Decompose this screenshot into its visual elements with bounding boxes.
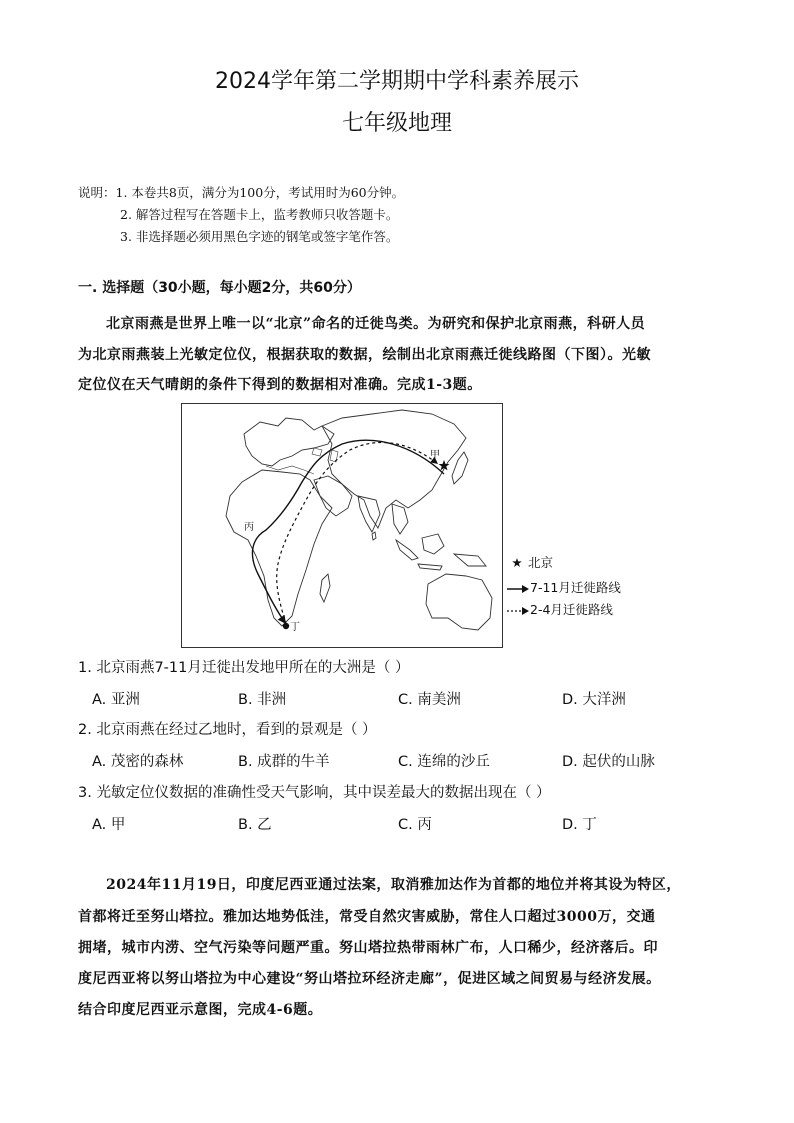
- passage-2-line-4: 度尼西亚将以努山塔拉为中心建设“努山塔拉环经济走廊”，促进区域之间贸易与经济发展。: [78, 971, 661, 987]
- question-1-option-a[interactable]: A. 亚洲: [92, 692, 140, 708]
- section-heading: 一. 选择题（30小题，每小题2分，共60分）: [78, 280, 361, 296]
- question-1-stem: 1. 北京雨燕7-11月迁徙出发地甲所在的大洲是（ ）: [78, 660, 410, 676]
- java-outline: [418, 564, 442, 570]
- question-2-stem: 2. 北京雨燕在经过乙地时，看到的景观是（ ）: [78, 722, 377, 738]
- legend-beijing-label: 北京: [528, 555, 554, 570]
- migration-map: [181, 403, 503, 648]
- question-2-option-a[interactable]: A. 茂密的森林: [92, 754, 184, 770]
- world-map-drawing: [182, 404, 502, 647]
- legend-beijing: [506, 553, 553, 571]
- question-1-option-b[interactable]: B. 非洲: [238, 692, 287, 708]
- dashed-arrow-icon: [506, 606, 530, 616]
- instruction-line-3: 3. 非选择题必须用黑色字迹的钢笔或签字笔作答。: [120, 229, 399, 244]
- solid-arrow-icon: [506, 584, 530, 594]
- sumatra-outline: [396, 540, 418, 560]
- question-3-stem: 3. 光敏定位仪数据的准确性受天气影响，其中误差最大的数据出现在（ ）: [78, 785, 551, 801]
- instruction-line-2: 2. 解答过程写在答题卡上，监考教师只收答题卡。: [120, 207, 399, 222]
- europe-outline: [244, 418, 334, 466]
- newguinea-outline: [454, 554, 486, 566]
- passage-1-line-1: 北京雨燕是世界上唯一以“北京”命名的迁徙鸟类。为研究和保护北京雨燕，科研人员: [106, 316, 646, 332]
- question-3-option-a[interactable]: A. 甲: [92, 817, 126, 833]
- srilanka-outline: [372, 532, 376, 540]
- legend-route-spring-label: 2-4月迁徙路线: [530, 602, 613, 617]
- question-1-option-d[interactable]: D. 大洋洲: [562, 692, 626, 708]
- legend-route-autumn-label: 7-11月迁徙路线: [530, 580, 621, 595]
- exam-subtitle: 七年级地理: [341, 111, 452, 136]
- star-icon: ★: [511, 555, 523, 570]
- question-3-option-b[interactable]: B. 乙: [238, 817, 272, 833]
- question-2-option-b[interactable]: B. 成群的牛羊: [238, 754, 330, 770]
- route-spring-line: [277, 442, 438, 624]
- question-1-option-c[interactable]: C. 南美洲: [398, 692, 461, 708]
- asia-outline: [322, 410, 466, 528]
- passage-2-line-1: 2024年11月19日，印度尼西亚通过法案，取消雅加达作为首都的地位并将其设为特区，: [106, 877, 681, 893]
- route-autumn-line: [252, 440, 444, 624]
- question-2-option-c[interactable]: C. 连绵的沙丘: [398, 754, 490, 770]
- legend-route-autumn: [506, 578, 621, 596]
- madagascar-outline: [320, 574, 330, 602]
- question-3-option-c[interactable]: C. 丙: [398, 817, 432, 833]
- passage-1-line-2: 为北京雨燕装上光敏定位仪，根据获取的数据，绘制出北京雨燕迁徙线路图（下图）。光敏: [78, 347, 651, 363]
- indochina-outline: [392, 504, 408, 534]
- japan-outline: [452, 452, 468, 484]
- africa-outline: [226, 470, 332, 626]
- passage-2-line-2: 首都将迁至努山塔拉。雅加达地势低洼，常受自然灾害威胁，常住人口超过3000万，交通: [78, 909, 656, 925]
- passage-1-line-3: 定位仪在天气晴朗的条件下得到的数据相对准确。完成1-3题。: [78, 377, 482, 393]
- map-label-bing: 丙: [244, 522, 254, 533]
- legend-route-spring: [506, 600, 613, 618]
- borneo-outline: [422, 534, 444, 554]
- passage-2-line-5: 结合印度尼西亚示意图，完成4-6题。: [78, 1002, 323, 1018]
- ding-point: [283, 623, 289, 629]
- australia-outline: [426, 574, 492, 630]
- exam-title: 2024学年第二学期期中学科素养展示: [215, 69, 579, 94]
- arabia-outline: [314, 476, 352, 516]
- passage-2-line-3: 拥堵，城市内涝、空气污染等问题严重。努山塔拉热带雨林广布，人口稀少，经济落后。印: [78, 940, 658, 956]
- instruction-line-1: 说明：1. 本卷共8页，满分为100分，考试用时为60分钟。: [78, 185, 405, 200]
- map-label-jia: 甲: [430, 450, 440, 461]
- map-label-ding: 丁: [290, 622, 300, 633]
- question-3-option-d[interactable]: D. 丁: [562, 817, 597, 833]
- question-2-option-d[interactable]: D. 起伏的山脉: [562, 754, 655, 770]
